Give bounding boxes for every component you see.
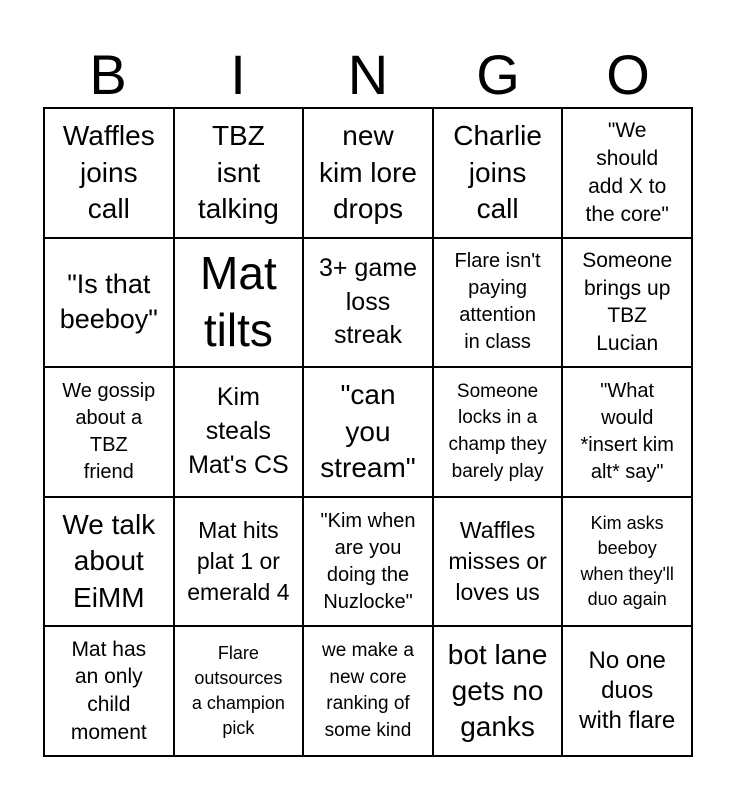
bingo-cell[interactable]: "We should add X to the core": [562, 108, 692, 238]
bingo-cell[interactable]: Kim asks beeboy when they'll duo again: [562, 497, 692, 627]
bingo-cell[interactable]: Mat hits plat 1 or emerald 4: [174, 497, 304, 627]
bingo-cell[interactable]: Someone brings up TBZ Lucian: [562, 238, 692, 368]
bingo-cell[interactable]: No one duos with flare: [562, 626, 692, 756]
bingo-cell[interactable]: Charlie joins call: [433, 108, 563, 238]
bingo-cell[interactable]: We gossip about a TBZ friend: [44, 367, 174, 497]
bingo-cell[interactable]: Flare isn't paying attention in class: [433, 238, 563, 368]
bingo-cell[interactable]: Flare outsources a champion pick: [174, 626, 304, 756]
bingo-cell[interactable]: Kim steals Mat's CS: [174, 367, 304, 497]
bingo-cell[interactable]: "What would *insert kim alt* say": [562, 367, 692, 497]
header-letter-o: O: [606, 43, 650, 106]
header-letter-n: N: [347, 43, 389, 106]
bingo-board: [43, 107, 693, 757]
bingo-cell[interactable]: bot lane gets no ganks: [433, 626, 563, 756]
bingo-cell[interactable]: Mat tilts: [174, 238, 304, 368]
bingo-cell[interactable]: TBZ isnt talking: [174, 108, 304, 238]
bingo-cell[interactable]: "Kim when are you doing the Nuzlocke": [303, 497, 433, 627]
bingo-header: [43, 42, 693, 108]
header-letter-i: I: [230, 43, 246, 106]
bingo-cell[interactable]: "can you stream": [303, 367, 433, 497]
bingo-cell[interactable]: "Is that beeboy": [44, 238, 174, 368]
bingo-cell[interactable]: we make a new core ranking of some kind: [303, 626, 433, 756]
bingo-cell[interactable]: We talk about EiMM: [44, 497, 174, 627]
bingo-cell[interactable]: Waffles joins call: [44, 108, 174, 238]
bingo-cell[interactable]: Waffles misses or loves us: [433, 497, 563, 627]
bingo-cell[interactable]: Mat has an only child moment: [44, 626, 174, 756]
header-letter-b: B: [89, 43, 127, 106]
bingo-cell[interactable]: Someone locks in a champ they barely play: [433, 367, 563, 497]
bingo-cell[interactable]: 3+ game loss streak: [303, 238, 433, 368]
header-letter-g: G: [476, 43, 520, 106]
bingo-cell[interactable]: new kim lore drops: [303, 108, 433, 238]
